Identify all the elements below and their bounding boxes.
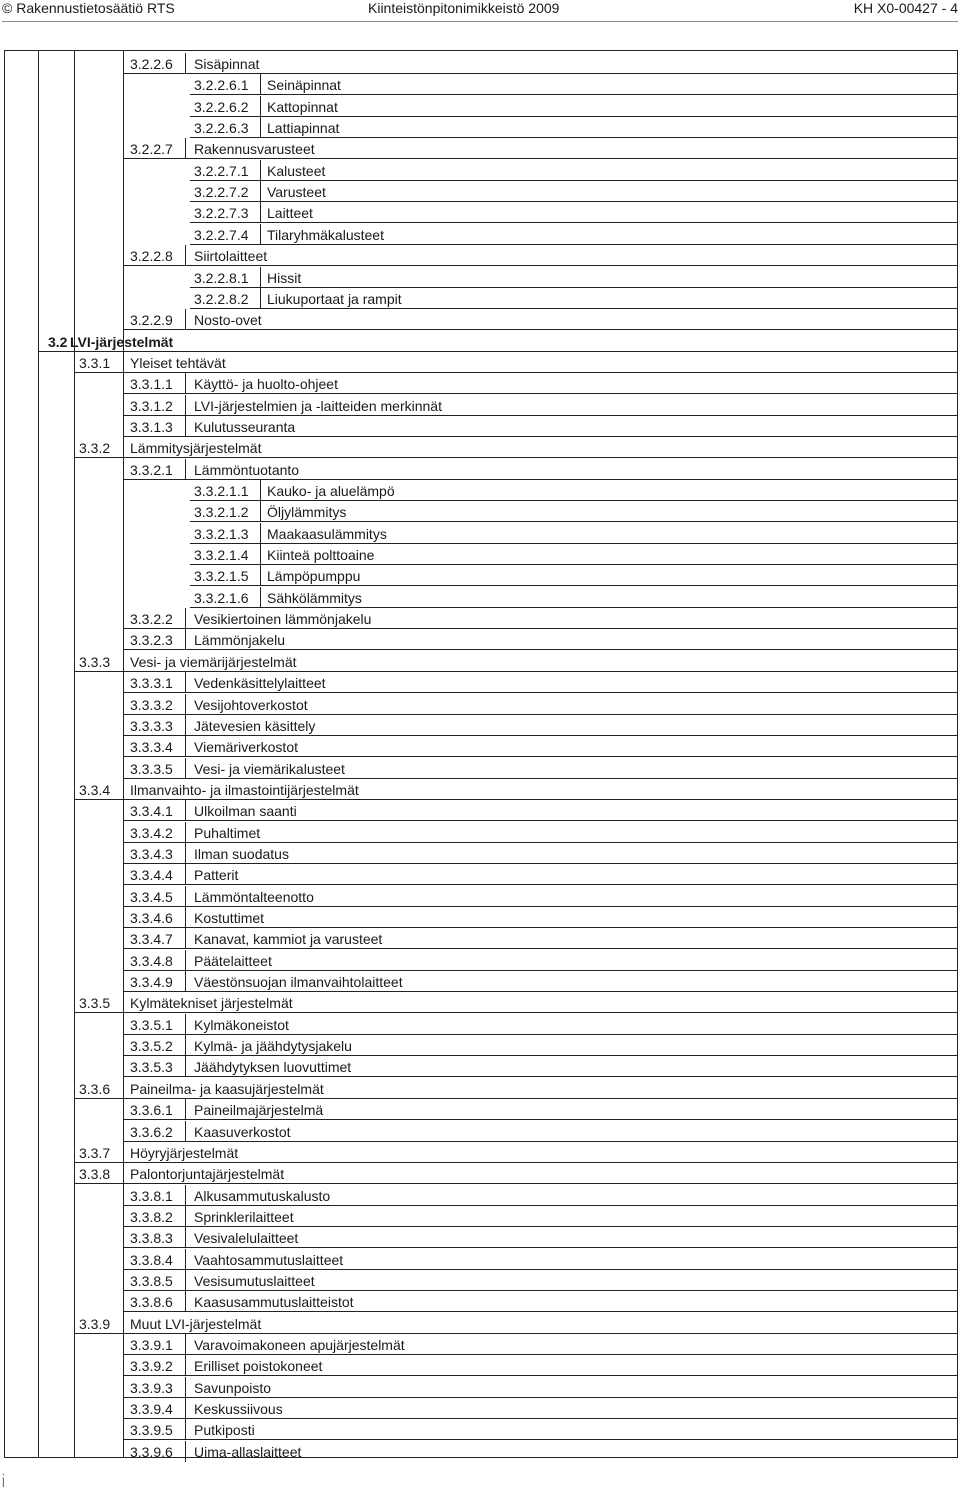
item-title: Kylmä- ja jäähdytysjakelu bbox=[194, 1038, 352, 1055]
table-row bbox=[123, 758, 957, 779]
table-row bbox=[190, 224, 957, 245]
table-row bbox=[123, 373, 957, 394]
item-title: Lämmöntalteenotto bbox=[194, 888, 314, 905]
item-code: 3.3.4.4 bbox=[130, 867, 173, 884]
cell-divider bbox=[185, 864, 186, 884]
item-code: 3.3.3.3 bbox=[130, 717, 173, 734]
cell-divider bbox=[185, 245, 186, 265]
table-row bbox=[123, 822, 957, 843]
cell-divider bbox=[185, 1121, 186, 1141]
column-divider bbox=[74, 51, 75, 1457]
item-title: Lämmitysjärjestelmät bbox=[130, 440, 262, 457]
item-code: 3.3.8.1 bbox=[130, 1187, 173, 1204]
table-row bbox=[123, 1056, 957, 1077]
table-row bbox=[190, 160, 957, 181]
cell-divider bbox=[260, 224, 261, 244]
table-row bbox=[123, 715, 957, 736]
item-code: 3.2.2.6.3 bbox=[194, 120, 249, 137]
table-row bbox=[123, 1227, 957, 1248]
item-code: 3.3.7 bbox=[79, 1144, 111, 1161]
item-title: Kylmäkoneistot bbox=[194, 1016, 289, 1033]
cell-divider bbox=[185, 459, 186, 479]
item-code: 3.2.2.6.2 bbox=[194, 98, 249, 115]
cell-divider bbox=[185, 1355, 186, 1375]
item-title: LVI-järjestelmien ja -laitteiden merkinnät bbox=[194, 397, 442, 414]
table-row bbox=[123, 864, 957, 885]
item-title: Rakennusvarusteet bbox=[194, 141, 315, 158]
table-row bbox=[190, 523, 957, 544]
cell-divider bbox=[185, 1291, 186, 1311]
table-row bbox=[190, 480, 957, 501]
item-code: 3.3.2.1.6 bbox=[194, 589, 249, 606]
item-title: Vesi- ja viemärikalusteet bbox=[194, 760, 345, 777]
cell-divider bbox=[185, 950, 186, 970]
cell-divider bbox=[185, 800, 186, 820]
item-code: 3.2.2.8.1 bbox=[194, 269, 249, 286]
item-code: 3.3.3.2 bbox=[130, 696, 173, 713]
item-title: Lämmöntuotanto bbox=[194, 461, 300, 478]
item-code: 3.3.5 bbox=[79, 995, 111, 1012]
item-code: 3.3.2.1 bbox=[130, 461, 173, 478]
item-title: Kattopinnat bbox=[267, 98, 338, 115]
item-code: 3.3.3.5 bbox=[130, 760, 173, 777]
item-code: 3.3.9.3 bbox=[130, 1379, 173, 1396]
item-code: 3.3.4.6 bbox=[130, 910, 173, 926]
cell-divider bbox=[185, 608, 186, 628]
item-code: 3.3.2.1.4 bbox=[194, 547, 249, 564]
table-row bbox=[74, 992, 957, 1013]
item-title: Höyryjärjestelmät bbox=[130, 1144, 239, 1161]
cell-divider bbox=[260, 544, 261, 564]
cell-divider bbox=[260, 565, 261, 585]
table-row bbox=[123, 1014, 957, 1035]
item-title: Väestönsuojan ilmanvaihtolaitteet bbox=[194, 974, 403, 991]
cell-divider bbox=[260, 74, 261, 94]
table-row bbox=[123, 886, 957, 907]
item-title: Lämpöpumppu bbox=[267, 568, 361, 585]
item-code: 3.3.4.1 bbox=[130, 803, 173, 820]
item-code: 3.3.9.6 bbox=[130, 1443, 173, 1460]
item-code: 3.3.1.1 bbox=[130, 376, 173, 393]
item-title: Sähkölämmitys bbox=[267, 589, 362, 606]
item-title: Patterit bbox=[194, 867, 239, 884]
item-title: Vesikiertoinen lämmönjakelu bbox=[194, 611, 372, 628]
item-title: Lämmönjakelu bbox=[194, 632, 286, 649]
item-code: 3.3.9.5 bbox=[130, 1422, 173, 1439]
cell-divider bbox=[260, 160, 261, 180]
cell-divider bbox=[185, 907, 186, 927]
item-title: Vesivalelulaitteet bbox=[194, 1230, 299, 1247]
table-row bbox=[74, 1142, 957, 1163]
item-code: 3.2.2.7.1 bbox=[194, 162, 249, 179]
table-row bbox=[123, 1291, 957, 1312]
cell-divider bbox=[260, 117, 261, 137]
table-row bbox=[123, 629, 957, 650]
table-row bbox=[123, 245, 957, 266]
cell-divider bbox=[185, 843, 186, 863]
item-code: 3.2.2.7.4 bbox=[194, 226, 249, 243]
item-code: 3.3.5.3 bbox=[130, 1059, 173, 1076]
cell-divider bbox=[185, 1419, 186, 1439]
item-code: 3.3.2.1.3 bbox=[194, 525, 249, 542]
item-code: 3.3.2.3 bbox=[130, 632, 173, 649]
item-title: Kalusteet bbox=[267, 162, 326, 179]
table-row bbox=[123, 1441, 957, 1462]
table-row bbox=[74, 1163, 957, 1184]
item-code: 3.3.2.1.2 bbox=[194, 504, 249, 521]
table-row bbox=[38, 331, 957, 352]
table-row bbox=[190, 288, 957, 309]
item-title: Siirtolaitteet bbox=[194, 248, 268, 265]
item-code: 3.3.8.2 bbox=[130, 1208, 173, 1225]
item-code: 3.3.5.2 bbox=[130, 1038, 173, 1055]
item-title: Päätelaitteet bbox=[194, 952, 272, 969]
item-title: Sprinklerilaitteet bbox=[194, 1208, 294, 1225]
item-title: Kaasuverkostot bbox=[194, 1123, 291, 1140]
table-row bbox=[123, 309, 957, 330]
table-row bbox=[74, 352, 957, 373]
cell-divider bbox=[185, 672, 186, 692]
cell-divider bbox=[260, 480, 261, 500]
item-title: Yleiset tehtävät bbox=[130, 354, 226, 371]
item-code: 3.3.2.1.1 bbox=[194, 483, 249, 499]
item-title: Maakaasulämmitys bbox=[267, 525, 387, 542]
cell-divider bbox=[260, 96, 261, 116]
cell-divider bbox=[185, 1185, 186, 1205]
item-title: Kulutusseuranta bbox=[194, 418, 296, 435]
cell-divider bbox=[260, 267, 261, 287]
item-code: 3.3.8.5 bbox=[130, 1272, 173, 1289]
item-title: Hissit bbox=[267, 269, 302, 286]
table-row bbox=[123, 950, 957, 971]
item-code: 3.3.6.1 bbox=[130, 1102, 173, 1119]
item-title: Jätevesien käsittely bbox=[194, 717, 316, 734]
table-row bbox=[123, 1206, 957, 1227]
table-row bbox=[74, 437, 957, 458]
item-code: 3.3.8.6 bbox=[130, 1294, 173, 1311]
item-code: 3.3.9 bbox=[79, 1315, 111, 1332]
item-code: 3.3.3.4 bbox=[130, 739, 173, 756]
table-row bbox=[123, 1035, 957, 1056]
item-code: 3.3.9.1 bbox=[130, 1337, 173, 1353]
item-code: 3.3.3 bbox=[79, 653, 111, 670]
item-title: Käyttö- ja huolto-ohjeet bbox=[194, 376, 338, 393]
cell-divider bbox=[260, 523, 261, 543]
cell-divider bbox=[185, 395, 186, 415]
table-row bbox=[123, 1249, 957, 1270]
table-row bbox=[123, 1121, 957, 1142]
item-code: 3.3.9.2 bbox=[130, 1358, 173, 1375]
item-title: LVI-järjestelmät bbox=[70, 333, 174, 350]
table-row bbox=[74, 1078, 957, 1099]
cell-divider bbox=[260, 202, 261, 222]
item-title: Nosto-ovet bbox=[194, 312, 262, 329]
cell-divider bbox=[260, 181, 261, 201]
cell-divider bbox=[185, 1206, 186, 1226]
item-code: 3.3.1.2 bbox=[130, 397, 173, 414]
cell-divider bbox=[185, 629, 186, 649]
page-header bbox=[0, 0, 960, 20]
item-code: 3.3.4.9 bbox=[130, 974, 173, 991]
item-title: Paineilma- ja kaasujärjestelmät bbox=[130, 1080, 324, 1097]
item-code: 3.3.2 bbox=[79, 440, 111, 457]
cell-divider bbox=[185, 1227, 186, 1247]
cell-divider bbox=[185, 971, 186, 991]
item-code: 3.3.4.5 bbox=[130, 888, 173, 905]
item-code: 3.3.6 bbox=[79, 1080, 111, 1097]
cell-divider bbox=[185, 1377, 186, 1397]
table-row bbox=[190, 587, 957, 608]
cell-divider bbox=[185, 694, 186, 714]
table-row bbox=[190, 267, 957, 288]
item-title: Sisäpinnat bbox=[194, 56, 260, 72]
header-divider bbox=[2, 21, 958, 22]
item-title: Viemäriverkostot bbox=[194, 739, 299, 756]
item-code: 3.3.3.1 bbox=[130, 675, 173, 692]
table-row bbox=[123, 1355, 957, 1376]
item-code: 3.3.8.3 bbox=[130, 1230, 173, 1247]
table-row bbox=[190, 544, 957, 565]
cell-divider bbox=[185, 928, 186, 948]
table-row bbox=[123, 1185, 957, 1206]
column-divider bbox=[38, 51, 39, 1457]
item-code: 3.2.2.8 bbox=[130, 248, 173, 265]
item-code: 3.3.1 bbox=[79, 354, 111, 371]
item-title: Jäähdytyksen luovuttimet bbox=[194, 1059, 352, 1076]
cell-divider bbox=[185, 1014, 186, 1034]
table-row bbox=[74, 779, 957, 800]
cell-divider bbox=[185, 1056, 186, 1076]
item-title: Keskussiivous bbox=[194, 1401, 283, 1418]
classification-table bbox=[4, 50, 958, 1458]
item-code: 3.2.2.6.1 bbox=[194, 77, 249, 94]
item-title: Palontorjuntajärjestelmät bbox=[130, 1166, 285, 1183]
item-title: Muut LVI-järjestelmät bbox=[130, 1315, 262, 1332]
cell-divider bbox=[260, 501, 261, 521]
item-title: Liukuportaat ja rampit bbox=[267, 290, 402, 307]
table-row bbox=[123, 1334, 957, 1355]
item-code: 3.2.2.7.2 bbox=[194, 184, 249, 201]
item-title: Paineilmajärjestelmä bbox=[194, 1102, 324, 1119]
item-code: 3.3.5.1 bbox=[130, 1016, 173, 1033]
cell-divider bbox=[260, 288, 261, 308]
item-title: Kiinteä polttoaine bbox=[267, 547, 375, 564]
cell-divider bbox=[185, 1099, 186, 1119]
cell-divider bbox=[185, 1270, 186, 1290]
table-row bbox=[123, 971, 957, 992]
page-footer-marks: . | bbox=[2, 1467, 5, 1488]
item-title: Kostuttimet bbox=[194, 910, 265, 926]
item-title: Ilmanvaihto- ja ilmastointijärjestelmät bbox=[130, 781, 359, 798]
cell-divider bbox=[260, 587, 261, 607]
header-title: Kiinteistönpitonimikkeistö 2009 bbox=[368, 0, 560, 16]
table-row bbox=[190, 202, 957, 223]
item-title: Ilman suodatus bbox=[194, 845, 289, 862]
table-row bbox=[190, 181, 957, 202]
table-row bbox=[123, 138, 957, 159]
cell-divider bbox=[185, 416, 186, 436]
item-title: Vaahtosammutuslaitteet bbox=[194, 1251, 344, 1268]
item-code: 3.3.9.4 bbox=[130, 1401, 173, 1418]
item-title: Alkusammutuskalusto bbox=[194, 1187, 331, 1204]
item-code: 3.2.2.9 bbox=[130, 312, 173, 329]
table-row bbox=[123, 1398, 957, 1419]
table-row bbox=[123, 800, 957, 821]
cell-divider bbox=[185, 822, 186, 842]
item-code: 3.3.8 bbox=[79, 1166, 111, 1183]
item-title: Erilliset poistokoneet bbox=[194, 1358, 323, 1375]
item-title: Kylmätekniset järjestelmät bbox=[130, 995, 293, 1012]
table-row bbox=[123, 1419, 957, 1440]
table-row bbox=[123, 53, 957, 74]
item-title: Vedenkäsittelylaitteet bbox=[194, 675, 326, 692]
item-title: Laitteet bbox=[267, 205, 313, 222]
item-title: Kanavat, kammiot ja varusteet bbox=[194, 931, 383, 948]
table-row bbox=[123, 395, 957, 416]
table-row bbox=[123, 907, 957, 928]
item-title: Puhaltimet bbox=[194, 824, 261, 841]
table-row bbox=[190, 117, 957, 138]
table-row bbox=[74, 1313, 957, 1334]
cell-divider bbox=[185, 309, 186, 329]
cell-divider bbox=[185, 53, 186, 73]
item-code: 3.3.2.1.5 bbox=[194, 568, 249, 585]
item-title: Öljylämmitys bbox=[267, 504, 347, 521]
item-title: Putkiposti bbox=[194, 1422, 255, 1439]
table-row bbox=[123, 1099, 957, 1120]
item-title: Vesisumutuslaitteet bbox=[194, 1272, 315, 1289]
table-row bbox=[123, 1377, 957, 1398]
item-code: 3.3.6.2 bbox=[130, 1123, 173, 1140]
table-row bbox=[123, 694, 957, 715]
cell-divider bbox=[185, 1249, 186, 1269]
item-code: 3.2.2.7 bbox=[130, 141, 173, 158]
item-code: 3.2 bbox=[48, 333, 68, 350]
cell-divider bbox=[185, 1398, 186, 1418]
item-title: Seinäpinnat bbox=[267, 77, 341, 94]
table-row bbox=[190, 565, 957, 586]
item-code: 3.3.4 bbox=[79, 781, 111, 798]
item-title: Kaasusammutuslaitteistot bbox=[194, 1294, 354, 1311]
table-row bbox=[123, 459, 957, 480]
table-row bbox=[123, 736, 957, 757]
item-title: Kauko- ja aluelämpö bbox=[267, 483, 395, 499]
item-title: Uima-allaslaitteet bbox=[194, 1443, 302, 1460]
item-code: 3.3.8.4 bbox=[130, 1251, 173, 1268]
item-code: 3.3.4.8 bbox=[130, 952, 173, 969]
cell-divider bbox=[185, 1441, 186, 1462]
table-row bbox=[123, 928, 957, 949]
cell-divider bbox=[185, 758, 186, 778]
cell-divider bbox=[185, 373, 186, 393]
item-code: 3.3.2.2 bbox=[130, 611, 173, 628]
item-code: 3.2.2.6 bbox=[130, 56, 173, 72]
table-row bbox=[74, 651, 957, 672]
item-code: 3.2.2.8.2 bbox=[194, 290, 249, 307]
item-code: 3.3.1.3 bbox=[130, 418, 173, 435]
cell-divider bbox=[185, 1035, 186, 1055]
item-title: Varusteet bbox=[267, 184, 326, 201]
item-title: Varavoimakoneen apujärjestelmät bbox=[194, 1337, 405, 1353]
cell-divider bbox=[185, 138, 186, 158]
cell-divider bbox=[185, 736, 186, 756]
table-row bbox=[123, 672, 957, 693]
item-code: 3.2.2.7.3 bbox=[194, 205, 249, 222]
item-code: 3.3.4.7 bbox=[130, 931, 173, 948]
table-row bbox=[190, 501, 957, 522]
table-row bbox=[123, 843, 957, 864]
item-title: Ulkoilman saanti bbox=[194, 803, 297, 820]
header-copyright: © Rakennustietosäätiö RTS bbox=[2, 0, 175, 16]
table-row bbox=[190, 96, 957, 117]
table-row bbox=[123, 608, 957, 629]
item-title: Savunpoisto bbox=[194, 1379, 272, 1396]
header-doc-id: KH X0-00427 - 4 bbox=[853, 0, 958, 16]
table-row bbox=[123, 416, 957, 437]
cell-divider bbox=[185, 886, 186, 906]
item-code: 3.3.4.2 bbox=[130, 824, 173, 841]
table-row bbox=[123, 1270, 957, 1291]
cell-divider bbox=[185, 1334, 186, 1354]
table-row bbox=[190, 74, 957, 95]
item-title: Vesi- ja viemärijärjestelmät bbox=[130, 653, 297, 670]
cell-divider bbox=[185, 715, 186, 735]
item-title: Tilaryhmäkalusteet bbox=[267, 226, 384, 243]
item-title: Lattiapinnat bbox=[267, 120, 340, 137]
item-title: Vesijohtoverkostot bbox=[194, 696, 308, 713]
item-code: 3.3.4.3 bbox=[130, 845, 173, 862]
